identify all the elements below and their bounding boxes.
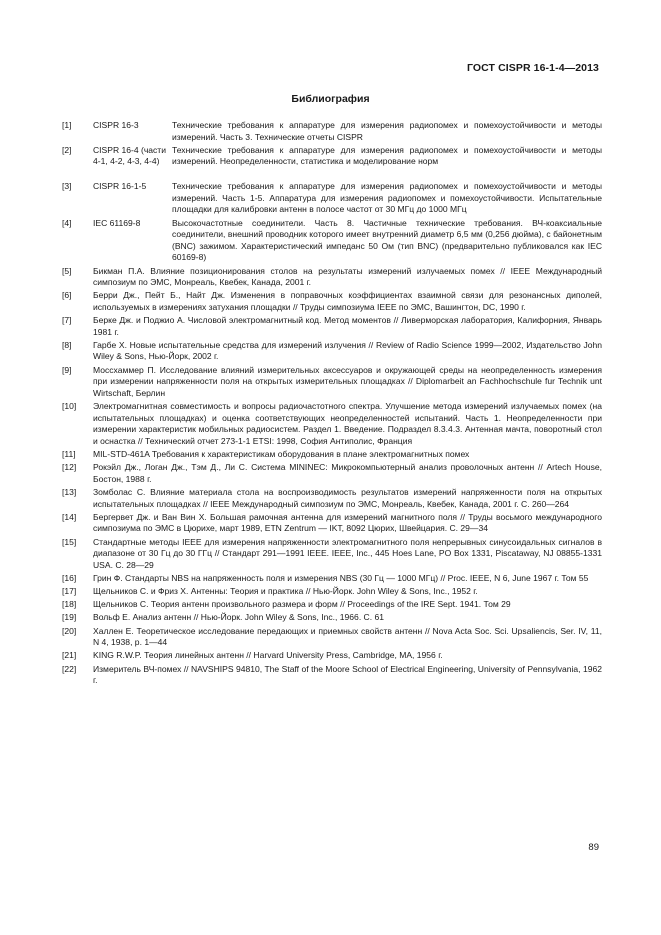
reference-text: Технические требования к аппаратуре для измерения радиопомех и помехоустойчивости и методы измерений. Неопределенности, статистика и моделирование норм	[172, 144, 602, 167]
page-number: 89	[588, 842, 599, 853]
reference-text: Высокочастотные соединители. Часть 8. Частичные технические требования. ВЧ-коаксиальные соединители, внешний проводник которого имеет внутренний диаметр 6,5 мм (0,256 дюйма), с байонетным (BNC) зажимом. Характеристический импеданс 50 Ом (тип BNC) (предварительно публиковался как IEC 60169-8)	[172, 217, 602, 263]
reference-text: Рокэйл Дж., Логан Дж., Тэм Д., Ли С. Система MININEC: Микрокомпьютерный анализ проволочных антенн // Artech House, Бостон, 1988 г.	[93, 462, 602, 484]
reference-text: Бикман П.А. Влияние позиционирования столов на результаты измерений излучаемых помех // IEEE Международный симпозиум по ЭМС, Монреаль, Квебек, Канада, 2001 г.	[93, 265, 602, 288]
reference-text: Зомболас С. Влияние материала стола на воспроизводимость результатов измерений напряженности поля на открытых испытательных площадках // IEEE Международный симпозиум по ЭМС, Монреаль, Квебек, Канада, 2001 г. С. 260—264	[93, 486, 602, 509]
reference-item	[62, 120, 602, 143]
reference-item	[62, 181, 602, 216]
reference-number: [13]	[62, 486, 77, 497]
reference-item	[62, 537, 602, 572]
reference-code: IEC 61169-8	[93, 217, 141, 228]
reference-number: [8]	[62, 339, 72, 350]
reference-number: [16]	[62, 572, 77, 583]
reference-item	[62, 218, 602, 264]
reference-item	[62, 315, 602, 338]
page-title: Библиография	[291, 93, 370, 105]
reference-number: [7]	[62, 315, 72, 326]
reference-item	[62, 664, 602, 687]
document-header: ГОСТ CISPR 16-1-4—2013	[466, 62, 599, 74]
reference-text: Измеритель ВЧ-помех // NAVSHIPS 94810, The Staff of the Moore School of Electrical Engineering, University of Pennsylvania, 1962 г.	[93, 663, 602, 686]
reference-item	[62, 650, 602, 662]
reference-text: Вольф Е. Анализ антенн // Нью-Йорк. John Wiley & Sons, Inc., 1966. С. 61	[93, 612, 384, 623]
reference-code: CISPR 16-1-5	[93, 181, 147, 192]
reference-item	[62, 487, 602, 510]
reference-number: [2]	[62, 144, 72, 155]
reference-number: [18]	[62, 599, 77, 610]
reference-item	[62, 462, 602, 485]
reference-number: [14]	[62, 511, 77, 522]
reference-number: [10]	[62, 401, 77, 412]
reference-number: [9]	[62, 364, 72, 375]
reference-number: [21]	[62, 650, 77, 661]
reference-item	[62, 573, 602, 585]
reference-number: [6]	[62, 290, 72, 301]
reference-text: Грин Ф. Стандарты NBS на напряженность поля и измерения NBS (30 Гц — 1000 МГц) // Proc. IEEE, N 6, June 1967 г. Том 55	[93, 572, 589, 583]
reference-number: [3]	[62, 181, 72, 192]
reference-text: Электромагнитная совместимость и вопросы радиочастотного спектра. Улучшение метода измерений излучаемых помех (на испытательных площадках) и оценка соответствующих неопределенностей испытаний. Часть 1. Неопределенности при измерении характеристик мобильных радиосистем. Раздел 1. Введение. Подраздел 8.3.4.3. Антенная мачта, поворотный стол и оснастка // Технический отчет 273-1-1 ETSI: 1998, София Антиполис, Франция	[93, 401, 602, 446]
reference-text: Гарбе Х. Новые испытательные средства для измерений излучения // Review of Radio Science 1999—2002, Издательство John Wiley & Sons, Нью-Йорк, 2002 г.	[93, 339, 602, 362]
reference-text: Бергервет Дж. и Ван Вин Х. Большая рамочная антенна для измерений магнитного поля // Труды восьмого международного симпозиума по ЭМС в Цюрихе, март 1989, ETN Zentrum — IKT, 8092 Цюрих, Швейцария. С. 29—34	[93, 511, 602, 534]
reference-code: CISPR 16-3	[93, 120, 139, 130]
reference-text: Халлен Е. Теоретическое исследование передающих и приемных свойств антенн // Nova Acta Soc. Sci. Upsaliencis, Ser. IV, 11, N 4, 1938, p. 1—44	[93, 625, 602, 648]
reference-text: Щельников С. и Фриз Х. Антенны: Теория и практика // Нью-Йорк. John Wiley & Sons, Inc., 1952 г.	[93, 586, 478, 597]
reference-text: Моссхаммер П. Исследование влияний измерительных аксессуаров и окружающей среды на неопределенность измерения при измерении напряженности поля на открытых измерительных площадках // Diplomarbeit an Fachhochschule fur Technik unt Wirtschaft, Берлин	[93, 364, 602, 398]
reference-number: [17]	[62, 586, 77, 597]
reference-item	[62, 401, 602, 447]
reference-item	[62, 586, 602, 598]
reference-item	[62, 365, 602, 400]
reference-number: [15]	[62, 536, 77, 547]
reference-text: MIL-STD-461A Требования к характеристикам оборудования в плане электромагнитных помех	[93, 448, 470, 459]
reference-item	[62, 340, 602, 363]
reference-text: Щельников С. Теория антенн произвольного размера и форм // Proceedings of the IRE Sept. 1941. Том 29	[93, 599, 511, 610]
reference-item	[62, 612, 602, 624]
reference-text: Технические требования к аппаратуре для измерения радиопомех и помехоустойчивости и методы измерений. Часть 3. Технические отчеты CISPR	[172, 120, 602, 142]
reference-text: KING R.W.P. Теория линейных антенн // Harvard University Press, Cambridge, MA, 1956 г.	[93, 650, 443, 661]
reference-number: [11]	[62, 448, 76, 459]
reference-item	[62, 145, 602, 180]
reference-item	[62, 512, 602, 535]
reference-item	[62, 266, 602, 289]
reference-number: [12]	[62, 462, 77, 473]
reference-text: Берке Дж. и Поджио А. Числовой электромагнитный код. Метод моментов // Ливерморская лаборатория, Калифорния, Январь 1981 г.	[93, 315, 602, 337]
reference-text: Стандартные методы IEEE для измерения напряженности электромагнитного поля непрерывных синусоидальных сигналов в диапазоне от 30 Гц до 30 ГГц // Стандарт 291—1991 IEEE. IEEE, Inc., 445 Hoes Lane, PO Box 1331, Piscataway, NJ 08855-1331 USA. С. 28—29	[93, 536, 602, 570]
reference-item	[62, 290, 602, 313]
reference-text: Берри Дж., Пейт Б., Найт Дж. Изменения в поправочных коэффициентах взаимной связи для резонансных диполей, используемых в измерениях затухания площадки // Труды симпозиума IEEE по ЭМС, Вашингтон, DC, 1990 г.	[93, 290, 602, 312]
reference-item	[62, 626, 602, 649]
reference-number: [4]	[62, 217, 72, 228]
reference-item	[62, 449, 602, 461]
reference-item	[62, 599, 602, 611]
reference-number: [20]	[62, 625, 77, 636]
bibliography-list	[62, 120, 602, 688]
reference-number: [5]	[62, 265, 72, 276]
reference-number: [1]	[62, 120, 72, 130]
reference-number: [19]	[62, 612, 77, 623]
reference-number: [22]	[62, 663, 77, 674]
reference-text: Технические требования к аппаратуре для измерения радиопомех и помехоустойчивости и методы измерений. Часть 1-5. Аппаратура для измерения радиопомех и помехоустойчивости. Испытательные площадки для калибровки антенн в полосе частот от 30 МГц до 1000 МГц	[172, 181, 602, 215]
reference-code: CISPR 16-4 (части 4-1, 4-2, 4-3, 4-4)	[93, 144, 166, 167]
